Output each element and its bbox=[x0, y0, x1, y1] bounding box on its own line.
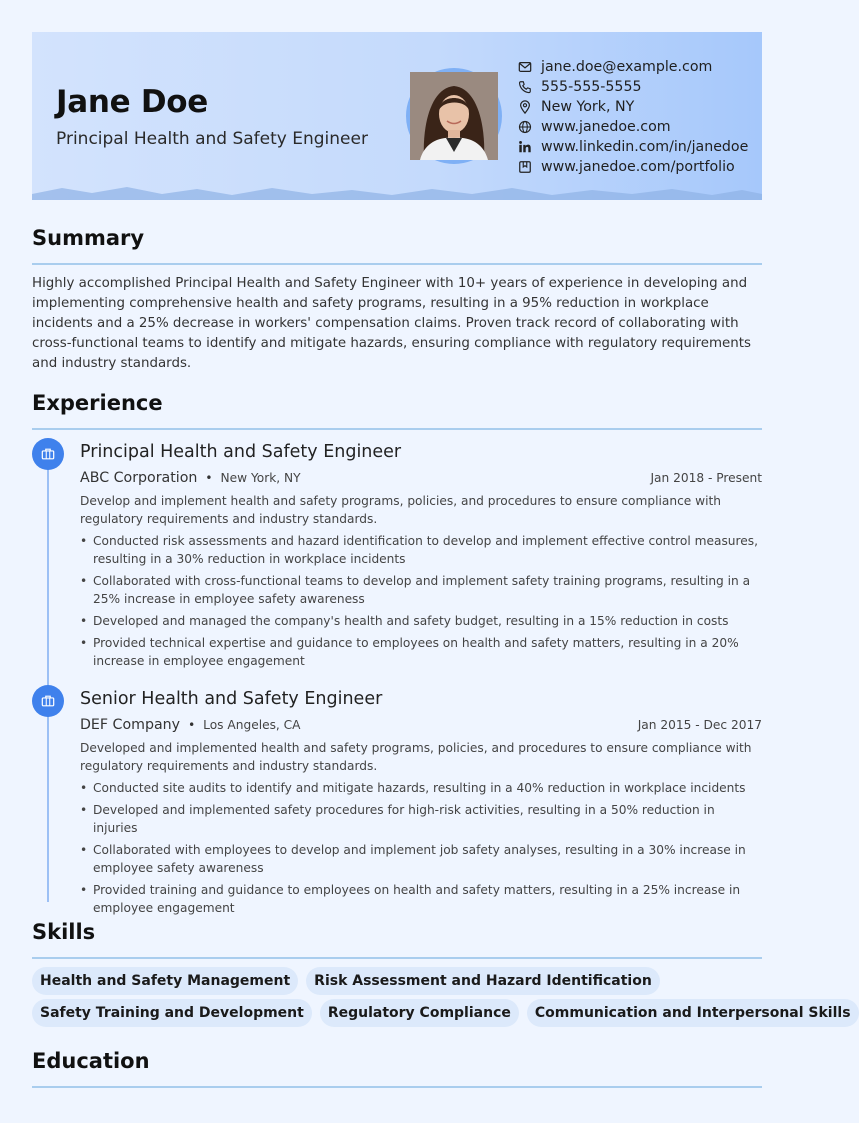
job-location: New York, NY bbox=[220, 471, 301, 485]
experience-divider bbox=[32, 428, 762, 430]
contact-portfolio[interactable] bbox=[517, 157, 748, 177]
profile-photo bbox=[406, 68, 502, 164]
achievement-item: • Collaborated with employees to develop and implement job safety analyses, resulting in a 30% increase in employee safety awareness bbox=[80, 841, 762, 877]
education-divider bbox=[32, 1086, 762, 1088]
skills-list bbox=[32, 967, 851, 1031]
job-dates: Jan 2015 - Dec 2017 bbox=[637, 718, 762, 732]
experience-entry bbox=[80, 686, 762, 921]
contact-portfolio-text: www.janedoe.com/portfolio bbox=[541, 159, 735, 175]
achievement-item: • Collaborated with cross-functional teams to develop and implement safety training programs, resulting in a 25% increase in employee safety awareness bbox=[80, 572, 762, 608]
experience-timeline bbox=[47, 456, 49, 902]
achievement-item: • Conducted risk assessments and hazard identification to develop and implement effective control measures, resulting in a 30% reduction in workplace incidents bbox=[80, 532, 762, 568]
job-dates: Jan 2018 - Present bbox=[650, 471, 762, 485]
contact-website-text: www.janedoe.com bbox=[541, 119, 671, 135]
summary-divider bbox=[32, 263, 762, 265]
globe-icon bbox=[517, 119, 533, 135]
skills-heading: Skills bbox=[32, 920, 96, 944]
contact-location-text: New York, NY bbox=[541, 99, 635, 115]
skills-divider bbox=[32, 957, 762, 959]
skill-chip: Regulatory Compliance bbox=[320, 999, 519, 1027]
achievement-item: • Developed and managed the company's health and safety budget, resulting in a 15% reduction in costs bbox=[80, 612, 762, 630]
contact-linkedin-text: www.linkedin.com/in/janedoe bbox=[541, 139, 749, 155]
company-name: ABC Corporation bbox=[80, 470, 198, 486]
contact-email-text: jane.doe@example.com bbox=[541, 59, 713, 75]
contact-list bbox=[517, 57, 748, 177]
job-title: Senior Health and Safety Engineer bbox=[80, 689, 383, 709]
portfolio-icon bbox=[517, 159, 533, 175]
job-title: Principal Health and Safety Engineer bbox=[80, 442, 402, 462]
job-achievements bbox=[80, 779, 762, 917]
skill-chip: Health and Safety Management bbox=[32, 967, 298, 995]
achievement-item: • Provided training and guidance to employees on health and safety matters, resulting in a 25% increase in employee engagement bbox=[80, 881, 762, 917]
summary-text: Highly accomplished Principal Health and Safety Engineer with 10+ years of experience in developing and implementing comprehensive health and safety programs, resulting in a 95% reduction in workplace incidents and a 25% decrease in workers' compensation claims. Proven track record of collaborating with cross-functional teams to identify and mitigate hazards, ensuring compliance with regulatory requirements and industry standards. bbox=[32, 276, 752, 371]
job-description: Develop and implement health and safety programs, policies, and procedures to ensure compliance with regulatory requirements and industry standards. bbox=[80, 494, 722, 526]
experience-heading: Experience bbox=[32, 391, 163, 415]
skill-chip: Risk Assessment and Hazard Identification bbox=[306, 967, 660, 995]
education-heading: Education bbox=[32, 1049, 150, 1073]
contact-linkedin[interactable] bbox=[517, 137, 748, 157]
header-wave-decoration bbox=[32, 184, 762, 200]
briefcase-icon bbox=[32, 685, 64, 717]
contact-email[interactable] bbox=[517, 57, 748, 77]
company-name: DEF Company bbox=[80, 717, 181, 733]
summary-heading: Summary bbox=[32, 226, 145, 250]
resume-header bbox=[32, 32, 762, 200]
briefcase-icon bbox=[32, 438, 64, 470]
phone-icon bbox=[517, 79, 533, 95]
job-achievements bbox=[80, 532, 762, 670]
job-location: Los Angeles, CA bbox=[203, 718, 301, 732]
achievement-item: • Conducted site audits to identify and mitigate hazards, resulting in a 40% reduction in workplace incidents bbox=[80, 779, 762, 797]
linkedin-icon bbox=[517, 139, 533, 155]
contact-website[interactable] bbox=[517, 117, 748, 137]
contact-phone[interactable] bbox=[517, 77, 748, 97]
achievement-item: • Developed and implemented safety procedures for high-risk activities, resulting in a 50% reduction in injuries bbox=[80, 801, 762, 837]
skill-chip: Safety Training and Development bbox=[32, 999, 312, 1027]
contact-phone-text: 555-555-5555 bbox=[541, 79, 642, 95]
skill-chip: Communication and Interpersonal Skills bbox=[527, 999, 859, 1027]
envelope-icon bbox=[517, 59, 533, 75]
separator-dot: • bbox=[205, 471, 213, 485]
candidate-name: Jane Doe bbox=[56, 84, 208, 120]
location-pin-icon bbox=[517, 99, 533, 115]
contact-location bbox=[517, 97, 748, 117]
separator-dot: • bbox=[188, 718, 196, 732]
experience-entry bbox=[80, 439, 762, 674]
job-description: Developed and implemented health and safety programs, policies, and procedures to ensure compliance with regulatory requirements and industry standards. bbox=[80, 741, 752, 773]
candidate-headline: Principal Health and Safety Engineer bbox=[56, 129, 368, 149]
achievement-item: • Provided technical expertise and guidance to employees on health and safety matters, resulting in a 20% increase in employee engagement bbox=[80, 634, 762, 670]
